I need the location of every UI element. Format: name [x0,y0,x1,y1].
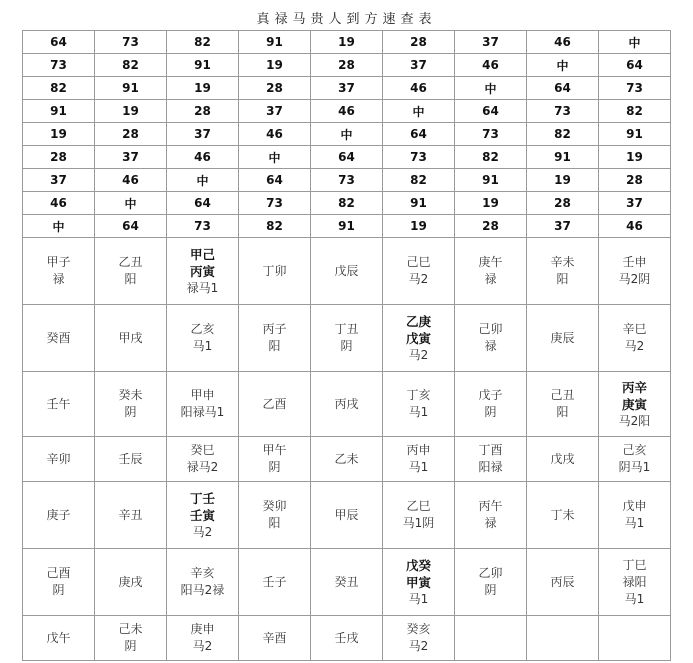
number-cell: 64 [599,54,671,77]
ganzhi-text: 阳 [556,272,569,286]
number-cell: 中 [95,192,167,215]
number-cell: 28 [95,123,167,146]
number-cell: 19 [95,100,167,123]
ganzhi-heading: 丙寅 [189,263,215,279]
ganzhi-cell [95,238,167,305]
number-cell: 19 [455,192,527,215]
ganzhi-text: 庚申 [190,622,215,636]
number-cell: 28 [455,215,527,238]
number-cell: 64 [383,123,455,146]
number-cell: 中 [239,146,311,169]
number-cell: 28 [23,146,95,169]
number-cell: 82 [23,77,95,100]
ganzhi-text: 马2 [408,639,429,653]
lookup-table [22,30,671,661]
ganzhi-text: 禄 [484,339,497,353]
number-cell: 73 [527,100,599,123]
number-cell: 19 [527,169,599,192]
ganzhi-text: 壬午 [46,396,71,411]
ganzhi-cell [383,238,455,305]
ganzhi-cell [311,305,383,372]
ganzhi-text: 马2 [408,347,429,362]
number-cell: 73 [455,123,527,146]
ganzhi-cell [527,372,599,437]
ganzhi-text: 阴 [340,339,353,353]
ganzhi-text: 马1 [624,516,645,530]
ganzhi-text: 马1 [624,591,645,606]
number-cell: 64 [95,215,167,238]
ganzhi-cell [455,549,527,616]
ganzhi-text: 甲子 [46,255,71,269]
number-cell: 91 [527,146,599,169]
ganzhi-cell [383,549,455,616]
ganzhi-cell [383,305,455,372]
number-cell: 82 [383,169,455,192]
ganzhi-text: 辛未 [550,255,575,269]
ganzhi-cell [383,482,455,549]
ganzhi-text: 己酉 [46,566,71,580]
number-row [23,123,671,146]
number-cell: 82 [527,123,599,146]
number-cell: 82 [599,100,671,123]
number-cell: 46 [599,215,671,238]
ganzhi-cell [311,437,383,482]
ganzhi-row [23,482,671,549]
ganzhi-text: 丁巳 [622,557,647,572]
ganzhi-cell [95,482,167,549]
number-cell: 中 [455,77,527,100]
ganzhi-cell [23,549,95,616]
ganzhi-text: 乙未 [334,451,359,466]
ganzhi-cell [527,482,599,549]
ganzhi-text: 庚午 [478,255,503,269]
ganzhi-heading: 壬寅 [189,507,215,523]
ganzhi-cell [167,305,239,372]
ganzhi-heading: 丙辛 [621,379,647,395]
number-row [23,192,671,215]
ganzhi-cell [527,238,599,305]
ganzhi-cell [599,437,671,482]
ganzhi-text: 马2 [192,524,213,539]
number-cell: 91 [23,100,95,123]
ganzhi-cell [23,437,95,482]
number-cell: 82 [239,215,311,238]
ganzhi-cell [167,482,239,549]
number-cell: 37 [23,169,95,192]
number-cell: 中 [23,215,95,238]
ganzhi-text: 辛巳 [622,322,647,336]
ganzhi-cell [239,372,311,437]
number-cell: 46 [455,54,527,77]
ganzhi-row [23,372,671,437]
ganzhi-cell [311,482,383,549]
number-row [23,31,671,54]
number-cell: 19 [23,123,95,146]
ganzhi-text: 乙巳 [406,499,431,513]
ganzhi-text: 己亥 [622,443,647,457]
ganzhi-text: 马2 [408,272,429,286]
ganzhi-text: 壬申 [622,255,647,269]
number-cell: 中 [383,100,455,123]
number-cell: 73 [95,31,167,54]
ganzhi-cell [527,549,599,616]
ganzhi-text: 甲辰 [334,507,359,522]
number-cell: 37 [527,215,599,238]
ganzhi-cell [239,482,311,549]
number-cell: 中 [527,54,599,77]
ganzhi-text: 壬戌 [334,630,359,645]
ganzhi-cell [95,372,167,437]
ganzhi-cell [455,437,527,482]
number-cell: 19 [599,146,671,169]
number-cell: 19 [311,31,383,54]
ganzhi-heading: 甲己 [189,246,215,262]
number-cell: 37 [455,31,527,54]
ganzhi-text: 辛丑 [118,507,143,522]
ganzhi-text: 己卯 [478,322,503,336]
ganzhi-cell [239,437,311,482]
ganzhi-text: 禄 [52,272,65,286]
ganzhi-text: 马2阳 [618,413,651,428]
number-cell: 91 [239,31,311,54]
ganzhi-cell [311,616,383,661]
ganzhi-text: 马1 [408,460,429,474]
ganzhi-cell [455,372,527,437]
ganzhi-text: 马2 [624,339,645,353]
ganzhi-text: 马2 [192,639,213,653]
ganzhi-text: 阳 [268,339,281,353]
ganzhi-cell [599,305,671,372]
ganzhi-text: 丁卯 [262,263,287,278]
ganzhi-text: 己巳 [406,255,431,269]
number-cell: 91 [383,192,455,215]
ganzhi-text: 乙丑 [118,255,143,269]
ganzhi-text: 甲申 [190,388,215,402]
ganzhi-text: 阳马2禄 [180,583,225,597]
ganzhi-text: 甲午 [262,443,287,457]
ganzhi-text: 壬辰 [118,451,143,466]
ganzhi-text: 丙辰 [550,574,575,589]
number-cell: 91 [311,215,383,238]
ganzhi-text: 丁未 [550,507,575,522]
number-cell: 中 [599,31,671,54]
ganzhi-cell [23,616,95,661]
ganzhi-text: 乙酉 [262,396,287,411]
ganzhi-text: 辛卯 [46,451,71,466]
number-cell: 28 [239,77,311,100]
ganzhi-text: 禄 [484,272,497,286]
ganzhi-cell [527,305,599,372]
number-row [23,100,671,123]
ganzhi-text: 禄 [484,516,497,530]
ganzhi-text: 阳 [268,516,281,530]
ganzhi-cell [167,372,239,437]
ganzhi-cell [239,305,311,372]
ganzhi-text: 癸卯 [262,499,287,513]
number-cell: 82 [455,146,527,169]
number-row [23,77,671,100]
ganzhi-cell [527,616,599,661]
ganzhi-text: 马1 [408,591,429,606]
ganzhi-text: 戊辰 [334,263,359,278]
ganzhi-text: 阴马1 [618,460,651,474]
number-cell: 28 [383,31,455,54]
ganzhi-cell [383,437,455,482]
number-cell: 46 [527,31,599,54]
ganzhi-text: 癸未 [118,388,143,402]
ganzhi-text: 马2阴 [618,272,651,286]
number-cell: 82 [167,31,239,54]
ganzhi-cell [95,616,167,661]
ganzhi-text: 癸丑 [334,574,359,589]
number-cell: 46 [383,77,455,100]
ganzhi-cell [455,238,527,305]
ganzhi-cell [599,482,671,549]
number-cell: 46 [23,192,95,215]
ganzhi-cell [23,238,95,305]
ganzhi-heading: 戊癸 [405,557,431,573]
number-cell: 82 [95,54,167,77]
number-cell: 64 [455,100,527,123]
ganzhi-text: 丙午 [478,499,503,513]
number-cell: 28 [599,169,671,192]
number-cell: 82 [311,192,383,215]
number-cell: 中 [311,123,383,146]
number-cell: 46 [95,169,167,192]
number-cell: 46 [167,146,239,169]
ganzhi-cell [95,549,167,616]
number-cell: 64 [167,192,239,215]
ganzhi-cell [311,372,383,437]
number-cell: 91 [95,77,167,100]
ganzhi-text: 禄马1 [186,280,219,295]
number-cell: 91 [167,54,239,77]
number-cell: 37 [239,100,311,123]
ganzhi-cell [23,305,95,372]
ganzhi-text: 阴 [52,583,65,597]
ganzhi-row [23,305,671,372]
ganzhi-text: 丙子 [262,322,287,336]
ganzhi-heading: 乙庚 [405,313,431,329]
number-cell: 19 [239,54,311,77]
number-cell: 73 [167,215,239,238]
ganzhi-text: 癸巳 [190,443,215,457]
number-cell: 19 [383,215,455,238]
number-row [23,215,671,238]
ganzhi-text: 庚辰 [550,330,575,345]
ganzhi-text: 阳禄 [478,460,503,474]
number-cell: 64 [311,146,383,169]
ganzhi-text: 戊申 [622,499,647,513]
ganzhi-text: 马1阴 [402,516,435,530]
number-cell: 46 [239,123,311,146]
ganzhi-text: 乙卯 [478,566,503,580]
ganzhi-text: 庚戌 [118,574,143,589]
ganzhi-cell [239,238,311,305]
ganzhi-text: 壬子 [262,574,287,589]
number-cell: 28 [167,100,239,123]
ganzhi-cell [167,238,239,305]
ganzhi-text: 禄马2 [186,460,219,474]
number-cell: 73 [23,54,95,77]
ganzhi-cell [95,305,167,372]
number-cell: 28 [527,192,599,215]
number-cell: 46 [311,100,383,123]
ganzhi-text: 戊戌 [550,451,575,466]
ganzhi-text: 马1 [192,339,213,353]
number-cell: 中 [167,169,239,192]
ganzhi-text: 己未 [118,622,143,636]
ganzhi-text: 戊午 [46,630,71,645]
number-row [23,146,671,169]
ganzhi-text: 阴 [484,583,497,597]
ganzhi-heading: 戊寅 [405,330,431,346]
number-cell: 91 [599,123,671,146]
ganzhi-cell [383,616,455,661]
ganzhi-cell [599,616,671,661]
ganzhi-cell [167,616,239,661]
ganzhi-cell [383,372,455,437]
ganzhi-heading: 甲寅 [405,574,431,590]
number-cell: 64 [23,31,95,54]
ganzhi-row [23,238,671,305]
ganzhi-cell [455,482,527,549]
number-cell: 64 [239,169,311,192]
ganzhi-cell [311,549,383,616]
ganzhi-row [23,616,671,661]
number-row [23,54,671,77]
ganzhi-text: 马1 [408,405,429,419]
ganzhi-heading: 丁壬 [189,490,215,506]
number-cell: 37 [95,146,167,169]
ganzhi-text: 丙申 [406,443,431,457]
number-cell: 73 [383,146,455,169]
ganzhi-text: 阴 [124,405,137,419]
number-cell: 19 [167,77,239,100]
ganzhi-text: 辛酉 [262,630,287,645]
number-cell: 64 [527,77,599,100]
number-cell: 73 [599,77,671,100]
number-row [23,169,671,192]
ganzhi-text: 甲戌 [118,330,143,345]
ganzhi-text: 阴 [484,405,497,419]
ganzhi-cell [455,305,527,372]
number-cell: 91 [455,169,527,192]
ganzhi-text: 阳 [124,272,137,286]
ganzhi-row [23,437,671,482]
ganzhi-cell [167,549,239,616]
number-cell: 37 [311,77,383,100]
ganzhi-text: 辛亥 [190,566,215,580]
page-title: 真禄马贵人到方速查表 [256,12,437,27]
ganzhi-text: 己丑 [550,388,575,402]
ganzhi-text: 阳禄马1 [180,405,225,419]
ganzhi-text: 阳 [556,405,569,419]
ganzhi-cell [311,238,383,305]
ganzhi-text: 丁酉 [478,443,503,457]
ganzhi-cell [527,437,599,482]
ganzhi-text: 阴 [268,460,281,474]
ganzhi-row [23,549,671,616]
ganzhi-text: 庚子 [46,507,71,522]
ganzhi-text: 丁亥 [406,388,431,402]
number-cell: 37 [167,123,239,146]
number-cell: 73 [311,169,383,192]
ganzhi-text: 戊子 [478,388,503,402]
ganzhi-cell [599,549,671,616]
ganzhi-text: 丁丑 [334,322,359,336]
ganzhi-text: 禄阳 [622,574,647,589]
ganzhi-cell [599,238,671,305]
ganzhi-cell [95,437,167,482]
number-cell: 37 [383,54,455,77]
ganzhi-text: 癸酉 [46,330,71,345]
ganzhi-cell [23,482,95,549]
ganzhi-cell [23,372,95,437]
ganzhi-cell [167,437,239,482]
number-cell: 37 [599,192,671,215]
ganzhi-text: 乙亥 [190,322,215,336]
number-cell: 73 [239,192,311,215]
ganzhi-cell [239,549,311,616]
ganzhi-heading: 庚寅 [621,396,647,412]
ganzhi-cell [455,616,527,661]
ganzhi-text: 阴 [124,639,137,653]
ganzhi-cell [599,372,671,437]
ganzhi-text: 癸亥 [406,622,431,636]
ganzhi-text: 丙戌 [334,396,359,411]
ganzhi-cell [239,616,311,661]
number-cell: 28 [311,54,383,77]
